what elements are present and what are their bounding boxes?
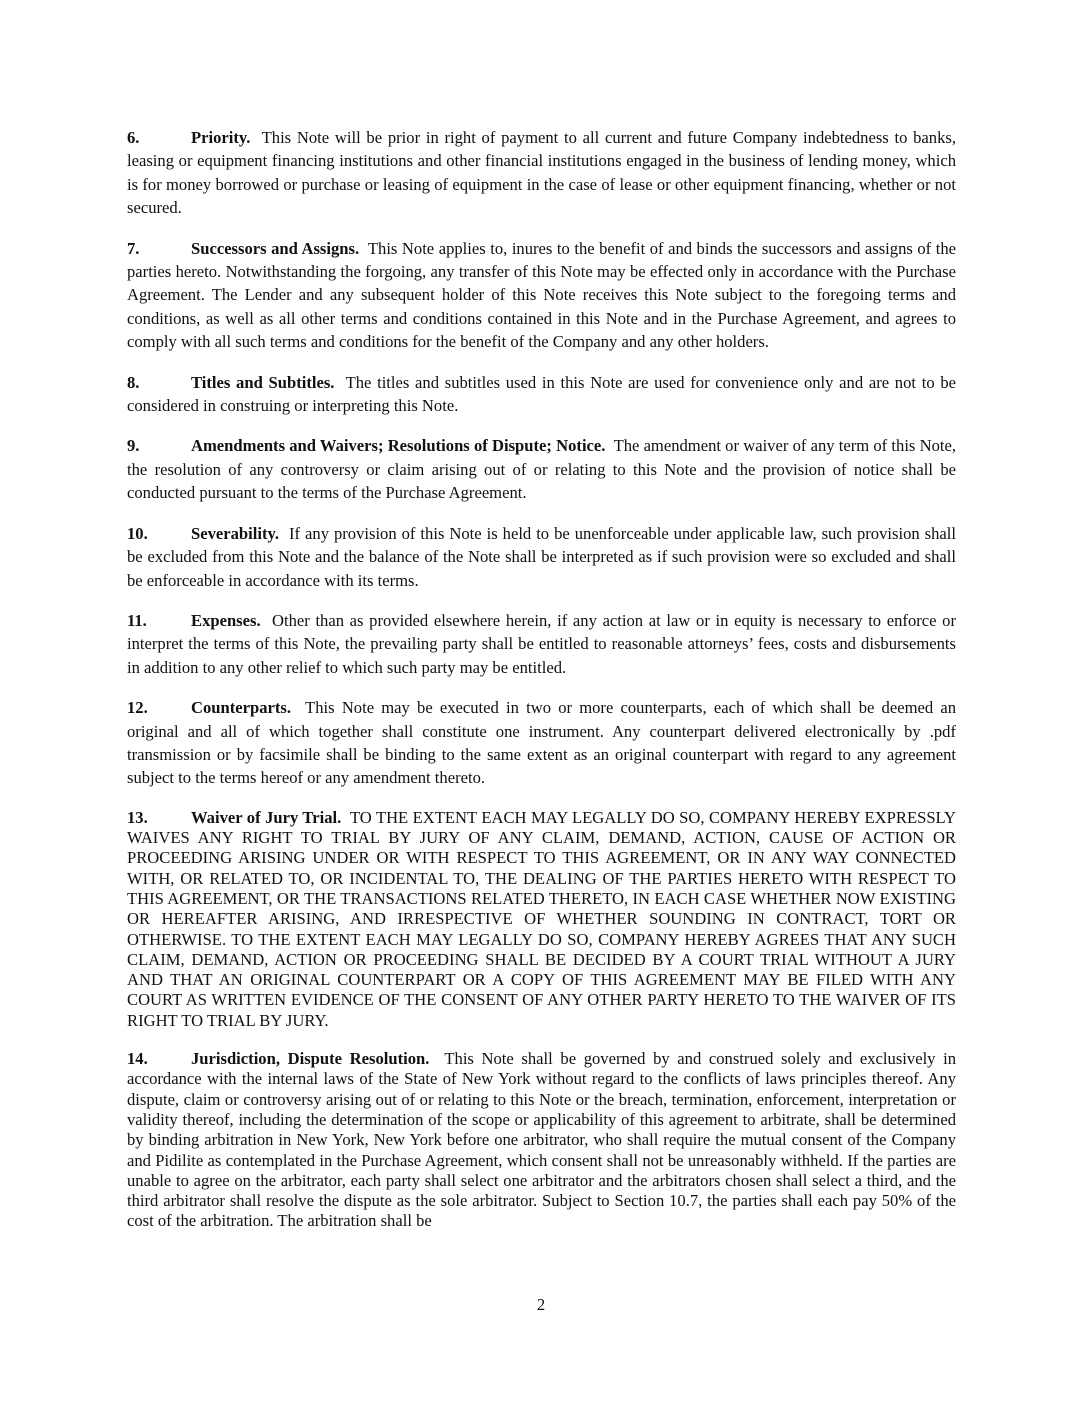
section-number: 11. (127, 610, 147, 630)
section-number: 10. (127, 523, 148, 543)
section-number: 9. (127, 436, 140, 456)
section-body: This Note will be prior in right of payment to all current and future Company indebtedness to banks, leasing or equipment financing institutions and other financial institutions engaged in the business of lending money, which is for money borrowed or purchase or leasing of equipment in the case of lease or other equipment financing, whether or not secured. (127, 128, 956, 218)
document-page (127, 126, 956, 1232)
section-body: The titles and subtitles used in this Note are used for convenience only and are not to be considered in construing or interpreting this Note. (127, 372, 956, 416)
section-11 (127, 609, 956, 679)
section-7 (127, 237, 956, 354)
section-heading: Amendments and Waivers; Resolutions of Dispute; Notice. (191, 436, 606, 456)
section-body: The amendment or waiver of any term of this Note, the resolution of any controversy or claim arising out of or relating to this Note and the provision of notice shall be conducted pursuant to the terms of the Purchase Agreement. (127, 436, 957, 503)
section-number: 7. (127, 238, 140, 258)
section-body: Other than as provided elsewhere herein, if any action at law or in equity is necessary to enforce or interpret the terms of this Note, the prevailing party shall be entitled to reasonable attorneys’ fees, costs and disbursements in addition to any other relief to which such party may be entitled. (127, 610, 957, 677)
section-heading: Expenses. (191, 610, 261, 630)
section-13 (127, 808, 956, 1031)
section-body: This Note applies to, inures to the benefit of and binds the successors and assigns of the parties hereto. Notwithstanding the forgoing, any transfer of this Note may be effected only in accordance with the Purchase Agreement. The Lender and any subsequent holder of this Note receives this Note subject to the foregoing terms and conditions, as well as all other terms and conditions contained in this Note and in the Purchase Agreement, and agrees to comply with all such terms and conditions for the benefit of the Company and any other holders. (127, 238, 956, 352)
section-heading: Priority. (191, 128, 251, 147)
section-heading: Severability. (191, 523, 280, 543)
section-body: TO THE EXTENT EACH MAY LEGALLY DO SO, COMPANY HEREBY EXPRESSLY WAIVES ANY RIGHT TO TRIAL BY JURY OF ANY CLAIM, DEMAND, ACTION, CAUSE OF ACTION OR PROCEEDING ARISING UNDER OR WITH RESPECT TO THIS AGREEMENT, OR IN ANY WAY CONNECTED WITH, OR RELATED TO, OR INCIDENTAL TO, THE DEALING OF THE PARTIES HERETO WITH RESPECT TO THIS AGREEMENT, OR THE TRANSACTIONS RELATED THERETO, IN EACH CASE WHETHER NOW EXISTING OR HEREAFTER ARISING, AND IRRESPECTIVE OF WHETHER SOUNDING IN CONTRACT, TORT OR OTHERWISE. TO THE EXTENT EACH MAY LEGALLY DO SO, COMPANY HEREBY AGREES THAT ANY SUCH CLAIM, DEMAND, ACTION OR PROCEEDING SHALL BE DECIDED BY A COURT TRIAL WITHOUT A JURY AND THAT AN ORIGINAL COUNTERPART OR A COPY OF THIS AGREEMENT MAY BE FILED WITH ANY COURT AS WRITTEN EVIDENCE OF THE CONSENT OF ANY OTHER PARTY HERETO TO THE WAIVER OF ITS RIGHT TO TRIAL BY JURY. (127, 807, 957, 1030)
section-number: 6. (127, 128, 140, 147)
section-body: This Note may be executed in two or more counterparts, each of which shall be deemed an original and all of which together shall constitute one instrument. Any counterpart delivered electronically by .pdf transmission or by facsimile shall be binding to the same extent as an original counterpart with regard to any agreement subject to the terms hereof or any amendment thereto. (127, 698, 957, 788)
section-number: 14. (127, 1049, 148, 1069)
section-heading: Successors and Assigns. (191, 238, 360, 258)
section-heading: Counterparts. (191, 698, 292, 718)
section-14 (127, 1049, 956, 1232)
section-number: 13. (127, 807, 148, 827)
section-9 (127, 434, 956, 504)
section-body: This Note shall be governed by and construed solely and exclusively in accordance with the internal laws of the State of New York without regard to the conflicts of laws principles thereof. Any dispute, claim or controversy arising out of or relating to this Note or the breach, termination, enforcement, interpretation or validity thereof, including the determination of the scope or applicability of this agreement to arbitrate, shall be determined by binding arbitration in New York, New York before one arbitrator, who shall require the mutual consent of the Company and Pidilite as contemplated in the Purchase Agreement, which consent shall not be unreasonably withheld. If the parties are unable to agree on the arbitrator, each party shall select one arbitrator and the arbitrators chosen shall select a third, and the third arbitrator shall resolve the dispute as the sole arbitrator. Subject to Section 10.7, the parties shall each pay 50% of the cost of the arbitration. The arbitration shall be (127, 1049, 957, 1231)
section-heading: Waiver of Jury Trial. (191, 807, 342, 827)
section-number: 8. (127, 372, 140, 392)
page-number: 2 (536, 1295, 546, 1314)
section-heading: Jurisdiction, Dispute Resolution. (191, 1049, 430, 1069)
section-10 (127, 522, 956, 592)
section-heading: Titles and Subtitles. (191, 372, 335, 392)
section-8 (127, 371, 956, 418)
section-body: If any provision of this Note is held to be unenforceable under applicable law, such provision shall be excluded from this Note and the balance of the Note shall be interpreted as if such provision were so excluded and shall be enforceable in accordance with its terms. (127, 523, 956, 590)
section-12 (127, 696, 956, 790)
section-6 (127, 126, 956, 220)
section-number: 12. (127, 698, 148, 718)
